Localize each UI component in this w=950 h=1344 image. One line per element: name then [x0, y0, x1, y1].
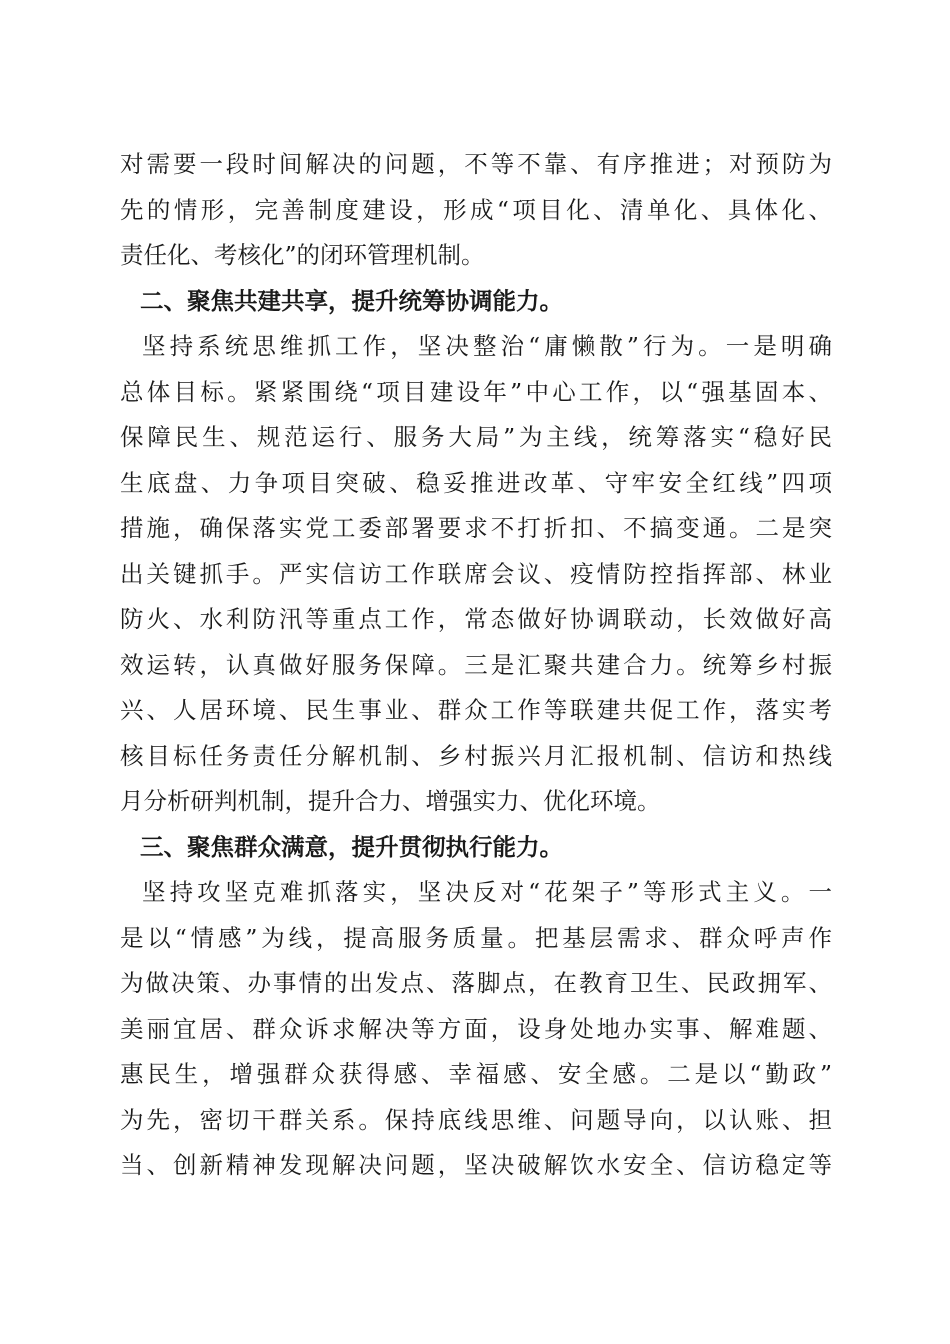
body-text-line: 措施，确保落实党工委部署要求不打折扣、不搞变通。二是突 — [120, 514, 832, 542]
body-text-line: 是以“情感”为线，提高服务质量。把基层需求、群众呼声作 — [120, 923, 832, 952]
body-text-line: 效运转，认真做好服务保障。三是汇聚共建合力。统筹乡村振 — [120, 650, 832, 679]
body-text-line: 保障民生、规范运行、服务大局”为主线，统筹落实“稳好民 — [120, 423, 832, 451]
body-text-line: 兴、人居环境、民生事业、群众工作等联建共促工作，落实考 — [120, 696, 832, 724]
body-text-line: 为做决策、办事情的出发点、落脚点，在教育卫生、民政拥军、 — [120, 969, 832, 997]
body-text-line: 对需要一段时间解决的问题，不等不靠、有序推进；对预防为 — [120, 150, 832, 178]
body-text-line: 月分析研判机制，提升合力、增强实力、优化环境。 — [120, 787, 661, 815]
body-text-line: 生底盘、力争项目突破、稳妥推进改革、守牢安全红线”四项 — [120, 468, 832, 497]
body-text-line: 美丽宜居、群众诉求解决等方面，设身处地办实事、解难题、 — [120, 1014, 832, 1043]
body-text-line: 坚持系统思维抓工作，坚决整治“庸懒散”行为。一是明确 — [142, 332, 832, 360]
body-text-line: 当、创新精神发现解决问题，坚决破解饮水安全、信访稳定等 — [120, 1151, 832, 1179]
section-heading-2: 二、聚焦共建共享，提升统筹协调能力。 — [140, 286, 563, 315]
section-heading-3: 三、聚焦群众满意，提升贯彻执行能力。 — [140, 832, 563, 861]
body-text-line: 防火、水利防汛等重点工作，常态做好协调联动，长效做好高 — [120, 605, 832, 633]
body-text-line: 坚持攻坚克难抓落实，坚决反对“花架子”等形式主义。一 — [142, 878, 832, 906]
document-body — [120, 142, 832, 1189]
body-text-line: 责任化、考核化”的闭环管理机制。 — [120, 241, 485, 269]
body-text-line: 核目标任务责任分解机制、乡村振兴月汇报机制、信访和热线 — [120, 741, 832, 770]
body-text-line: 为先，密切干群关系。保持底线思维、问题导向，以认账、担 — [120, 1105, 832, 1134]
body-text-line: 总体目标。紧紧围绕“项目建设年”中心工作，以“强基固本、 — [120, 377, 832, 406]
body-text-line: 先的情形，完善制度建设，形成“项目化、清单化、具体化、 — [120, 195, 832, 224]
body-text-line: 惠民生，增强群众获得感、幸福感、安全感。二是以“勤政” — [120, 1060, 832, 1088]
body-text-line: 出关键抓手。严实信访工作联席会议、疫情防控指挥部、林业 — [120, 559, 832, 588]
